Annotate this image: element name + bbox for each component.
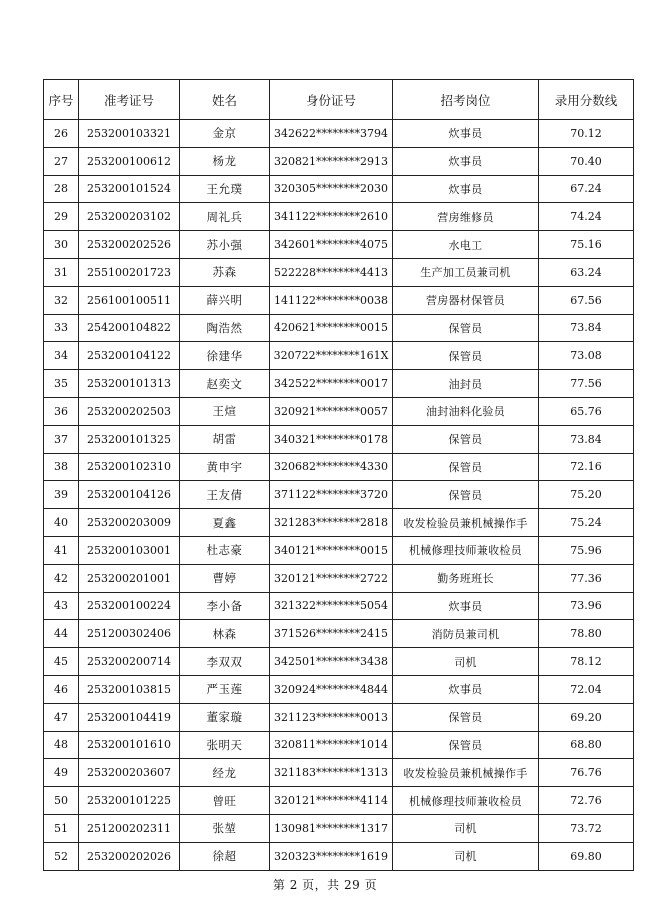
cell-id-number: 420621********0015 [270,314,393,342]
cell-position: 消防员兼司机 [393,620,539,648]
cell-index: 47 [44,703,79,731]
header-score: 录用分数线 [539,80,634,120]
cell-name: 曹婷 [180,564,270,592]
table-row [44,175,634,203]
cell-id-number: 320722********161X [270,342,393,370]
cell-name: 徐建华 [180,342,270,370]
cell-exam-id: 253200103001 [79,536,180,564]
table-row [44,536,634,564]
cell-exam-id: 253200202526 [79,231,180,259]
cell-position: 保管员 [393,314,539,342]
table-row [44,564,634,592]
cell-name: 夏鑫 [180,509,270,537]
cell-exam-id: 253200102310 [79,453,180,481]
cell-index: 35 [44,370,79,398]
cell-name: 黄申宇 [180,453,270,481]
cell-id-number: 321183********1313 [270,759,393,787]
cell-position: 油封油料化验员 [393,397,539,425]
cell-score: 73.72 [539,814,634,842]
cell-score: 70.40 [539,147,634,175]
table-row [44,314,634,342]
cell-score: 77.56 [539,370,634,398]
cell-id-number: 320821********2913 [270,147,393,175]
table-row [44,592,634,620]
cell-position: 油封员 [393,370,539,398]
table-row [44,509,634,537]
cell-name: 曾旺 [180,787,270,815]
cell-exam-id: 253200203102 [79,203,180,231]
cell-id-number: 342501********3438 [270,648,393,676]
cell-position: 收发检验员兼机械操作手 [393,759,539,787]
table-row [44,481,634,509]
cell-position: 水电工 [393,231,539,259]
cell-score: 74.24 [539,203,634,231]
cell-score: 78.12 [539,648,634,676]
cell-position: 保管员 [393,425,539,453]
header-name: 姓名 [180,80,270,120]
cell-score: 70.12 [539,120,634,148]
cell-name: 王煊 [180,397,270,425]
cell-id-number: 141122********0038 [270,286,393,314]
cell-exam-id: 251200302406 [79,620,180,648]
cell-exam-id: 253200200714 [79,648,180,676]
cell-position: 司机 [393,814,539,842]
cell-score: 65.76 [539,397,634,425]
cell-name: 张堃 [180,814,270,842]
cell-name: 周礼兵 [180,203,270,231]
table-row [44,787,634,815]
table-row [44,675,634,703]
table-row [44,147,634,175]
cell-index: 50 [44,787,79,815]
cell-index: 30 [44,231,79,259]
table-row [44,453,634,481]
cell-id-number: 320323********1619 [270,842,393,870]
cell-id-number: 320924********4844 [270,675,393,703]
cell-index: 40 [44,509,79,537]
cell-name: 王允璞 [180,175,270,203]
cell-name: 王友倩 [180,481,270,509]
cell-position: 炊事员 [393,175,539,203]
cell-exam-id: 253200104419 [79,703,180,731]
cell-position: 机械修理技师兼收检员 [393,787,539,815]
header-exam-id: 准考证号 [79,80,180,120]
cell-id-number: 320305********2030 [270,175,393,203]
cell-index: 44 [44,620,79,648]
cell-name: 严玉莲 [180,675,270,703]
header-index: 序号 [44,80,79,120]
cell-exam-id: 253200103815 [79,675,180,703]
cell-exam-id: 253200203607 [79,759,180,787]
cell-exam-id: 253200103321 [79,120,180,148]
cell-id-number: 342622********3794 [270,120,393,148]
cell-id-number: 320682********4330 [270,453,393,481]
table-row [44,842,634,870]
cell-score: 75.16 [539,231,634,259]
cell-exam-id: 253200101313 [79,370,180,398]
cell-index: 45 [44,648,79,676]
table-row [44,120,634,148]
cell-id-number: 342601********4075 [270,231,393,259]
table-row [44,231,634,259]
cell-name: 苏小强 [180,231,270,259]
cell-score: 77.36 [539,564,634,592]
cell-exam-id: 253200104122 [79,342,180,370]
table-row [44,370,634,398]
cell-score: 73.84 [539,425,634,453]
cell-score: 75.24 [539,509,634,537]
cell-position: 炊事员 [393,147,539,175]
cell-index: 26 [44,120,79,148]
cell-exam-id: 253200101524 [79,175,180,203]
cell-id-number: 321283********2818 [270,509,393,537]
table-row [44,703,634,731]
cell-name: 胡雷 [180,425,270,453]
cell-score: 73.96 [539,592,634,620]
cell-position: 机械修理技师兼收检员 [393,536,539,564]
cell-exam-id: 253200202026 [79,842,180,870]
cell-name: 薛兴明 [180,286,270,314]
cell-index: 42 [44,564,79,592]
table-row [44,342,634,370]
cell-index: 27 [44,147,79,175]
cell-index: 39 [44,481,79,509]
cell-exam-id: 253200201001 [79,564,180,592]
cell-score: 76.76 [539,759,634,787]
table-body [44,120,634,871]
cell-id-number: 341122********2610 [270,203,393,231]
cell-exam-id: 256100100511 [79,286,180,314]
cell-exam-id: 253200104126 [79,481,180,509]
table-row [44,397,634,425]
table-row [44,759,634,787]
cell-position: 司机 [393,842,539,870]
cell-position: 勤务班班长 [393,564,539,592]
cell-id-number: 340321********0178 [270,425,393,453]
cell-position: 保管员 [393,342,539,370]
cell-score: 67.24 [539,175,634,203]
cell-position: 保管员 [393,703,539,731]
cell-index: 32 [44,286,79,314]
cell-name: 陶浩然 [180,314,270,342]
cell-score: 72.04 [539,675,634,703]
table-row [44,620,634,648]
cell-score: 67.56 [539,286,634,314]
cell-name: 经龙 [180,759,270,787]
cell-position: 炊事员 [393,592,539,620]
cell-position: 保管员 [393,731,539,759]
cell-score: 68.80 [539,731,634,759]
header-position: 招考岗位 [393,80,539,120]
cell-index: 52 [44,842,79,870]
cell-name: 苏森 [180,258,270,286]
cell-id-number: 342522********0017 [270,370,393,398]
cell-id-number: 320121********4114 [270,787,393,815]
cell-id-number: 321123********0013 [270,703,393,731]
cell-position: 司机 [393,648,539,676]
cell-exam-id: 253200100224 [79,592,180,620]
cell-score: 73.84 [539,314,634,342]
cell-index: 48 [44,731,79,759]
cell-index: 49 [44,759,79,787]
cell-id-number: 371122********3720 [270,481,393,509]
cell-exam-id: 253200101610 [79,731,180,759]
cell-position: 营房维修员 [393,203,539,231]
cell-name: 徐超 [180,842,270,870]
table-row [44,648,634,676]
cell-score: 72.76 [539,787,634,815]
cell-exam-id: 254200104822 [79,314,180,342]
cell-exam-id: 253200100612 [79,147,180,175]
page-footer: 第 2 页，共 29 页 [272,878,378,892]
cell-score: 69.80 [539,842,634,870]
cell-name: 金京 [180,120,270,148]
cell-score: 72.16 [539,453,634,481]
cell-exam-id: 253200202503 [79,397,180,425]
cell-id-number: 320921********0057 [270,397,393,425]
cell-name: 李双双 [180,648,270,676]
cell-name: 赵奕文 [180,370,270,398]
cell-index: 36 [44,397,79,425]
cell-exam-id: 251200202311 [79,814,180,842]
cell-score: 78.80 [539,620,634,648]
table-row [44,425,634,453]
cell-index: 28 [44,175,79,203]
cell-id-number: 321322********5054 [270,592,393,620]
cell-position: 炊事员 [393,675,539,703]
cell-id-number: 130981********1317 [270,814,393,842]
cell-index: 51 [44,814,79,842]
cell-index: 43 [44,592,79,620]
table-row [44,258,634,286]
cell-score: 63.24 [539,258,634,286]
table-row [44,731,634,759]
header-id-number: 身份证号 [270,80,393,120]
cell-id-number: 522228********4413 [270,258,393,286]
table-header-row [44,80,634,120]
cell-name: 董家璇 [180,703,270,731]
cell-name: 杨龙 [180,147,270,175]
cell-index: 34 [44,342,79,370]
cell-index: 46 [44,675,79,703]
cell-position: 收发检验员兼机械操作手 [393,509,539,537]
cell-name: 林森 [180,620,270,648]
cell-index: 31 [44,258,79,286]
cell-position: 生产加工员兼司机 [393,258,539,286]
cell-id-number: 320811********1014 [270,731,393,759]
cell-position: 炊事员 [393,120,539,148]
table-row [44,286,634,314]
cell-index: 33 [44,314,79,342]
cell-exam-id: 255100201723 [79,258,180,286]
cell-index: 38 [44,453,79,481]
cell-exam-id: 253200101225 [79,787,180,815]
cell-index: 37 [44,425,79,453]
cell-score: 75.96 [539,536,634,564]
table-row [44,203,634,231]
cell-exam-id: 253200101325 [79,425,180,453]
cell-exam-id: 253200203009 [79,509,180,537]
cell-name: 杜志豪 [180,536,270,564]
cell-id-number: 371526********2415 [270,620,393,648]
cell-name: 张明天 [180,731,270,759]
cell-score: 69.20 [539,703,634,731]
results-table [43,79,634,871]
cell-id-number: 320121********2722 [270,564,393,592]
cell-id-number: 340121********0015 [270,536,393,564]
cell-index: 29 [44,203,79,231]
cell-index: 41 [44,536,79,564]
cell-position: 保管员 [393,453,539,481]
cell-score: 73.08 [539,342,634,370]
cell-score: 75.20 [539,481,634,509]
cell-name: 李小备 [180,592,270,620]
cell-position: 营房器材保管员 [393,286,539,314]
cell-position: 保管员 [393,481,539,509]
table-row [44,814,634,842]
